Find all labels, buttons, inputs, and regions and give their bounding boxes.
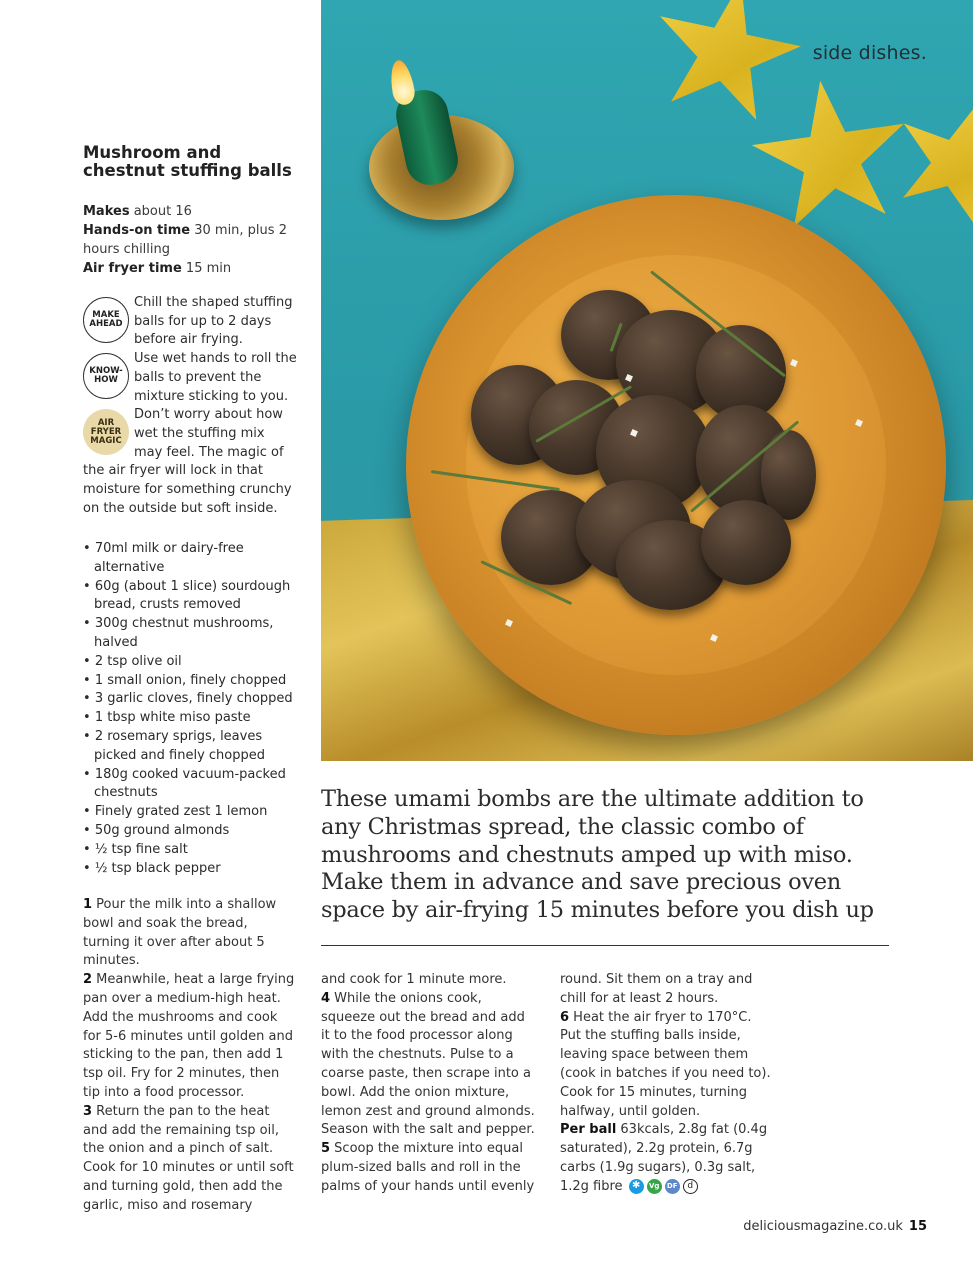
air-fryer-label: Air fryer time (83, 261, 182, 276)
air-fryer-magic-badge: AIR FRYER MAGIC (83, 409, 129, 455)
tip-make-ahead (83, 294, 297, 350)
intro-text: These umami bombs are the ultimate addition to any Christmas spread, the classic combo of mushrooms and chestnuts amped up with miso. Make them in advance and save precious oven space by air-frying 15 minutes before you dish up (321, 786, 874, 924)
tip-text: Chill the shaped stuffing balls for up to 2 days before air frying. (134, 295, 293, 348)
step-number: 5 (321, 1141, 331, 1157)
nutrition-label: Per ball (560, 1122, 617, 1138)
method-column-1 (83, 896, 297, 1216)
step-text: Scoop the mixture into equal plum-sized balls and roll in the palms of your hands until evenly (321, 1141, 535, 1194)
hands-on-line (83, 221, 297, 259)
gold-star-decoration (638, 0, 815, 139)
ingredients-list (83, 540, 297, 878)
method-column-3 (560, 971, 774, 1197)
ingredient-item: • 1 small onion, finely chopped (83, 672, 297, 691)
ingredient-item: • 2 rosemary sprigs, leaves picked and finely chopped (83, 728, 297, 766)
step-text: Pour the milk into a shallow bowl and soak the bread, turning it over after about 5 minutes. (83, 897, 277, 969)
step-number: 1 (83, 897, 93, 912)
ingredient-item: • 3 garlic cloves, finely chopped (83, 690, 297, 709)
section-label: side dishes. (812, 42, 927, 64)
stuffing-ball (701, 500, 791, 585)
step-text: Heat the air fryer to 170°C. Put the stuffing balls inside, leaving space between them (cook in batches if you need to). Cook for 15 minutes, turning halfway, until golden. (560, 1009, 771, 1119)
step-text: and cook for 1 minute more. (321, 972, 507, 987)
ingredient-item: • 70ml milk or dairy-free alternative (83, 540, 297, 578)
page-number: 15 (908, 1219, 927, 1234)
site-url[interactable]: deliciousmagazine.co.uk (743, 1219, 903, 1234)
step-text: round. Sit them on a tray and chill for at least 2 hours. (560, 972, 753, 1006)
tip-air-fryer-magic (83, 406, 297, 518)
d-icon: d (683, 1179, 698, 1194)
make-ahead-badge: MAKE AHEAD (83, 297, 129, 343)
tip-text: Don’t worry about how wet the stuffing mix may feel. The magic of the air fryer will lock in that moisture for something crunchy on the outside but soft inside. (83, 407, 292, 516)
ingredient-item: • ½ tsp fine salt (83, 841, 297, 860)
recipe-title: Mushroom and chestnut stuffing balls (83, 143, 292, 180)
gold-star-decoration (874, 82, 973, 244)
ingredient-item: • 2 tsp olive oil (83, 653, 297, 672)
freeze-icon: ✱ (629, 1179, 644, 1194)
makes-label: Makes (83, 204, 130, 219)
nutrition-text: 63kcals, 2.8g fat (0.4g saturated), 2.2g protein, 6.7g carbs (1.9g sugars), 0.3g salt, 1.2g fibre (560, 1122, 768, 1194)
ingredient-item: • 180g cooked vacuum-packed chestnuts (83, 766, 297, 804)
ingredient-item: • Finely grated zest 1 lemon (83, 803, 297, 822)
step-number: 2 (83, 972, 93, 988)
air-fryer-line (83, 259, 297, 278)
makes-line (83, 202, 297, 221)
tips-block (83, 294, 297, 518)
hands-on-label: Hands-on time (83, 223, 191, 238)
step-text: Meanwhile, heat a large frying pan over a medium-high heat. Add the mushrooms and cook for 5-6 minutes until golden and sticking to the pan, then add 1 tsp oil. Fry for 2 minutes, then tip into a food processor. (83, 972, 295, 1100)
recipe-meta (83, 202, 297, 278)
method-column-2 (321, 971, 537, 1197)
step-number: 3 (83, 1103, 93, 1119)
hero-photo (321, 0, 973, 761)
tip-text: Use wet hands to roll the balls to prevent the mixture sticking to you. (134, 351, 297, 404)
ingredient-item: • 60g (about 1 slice) sourdough bread, crusts removed (83, 578, 297, 616)
makes-value: about 16 (129, 204, 192, 219)
ingredient-item: • 50g ground almonds (83, 822, 297, 841)
step-text: Return the pan to the heat and add the remaining tsp oil, the onion and a pinch of salt. Cook for 10 minutes or until soft and turning gold, then add the garlic, miso and rosemary (83, 1103, 294, 1213)
dairy-free-icon: DF (665, 1179, 680, 1194)
ingredient-item: • ½ tsp black pepper (83, 860, 297, 879)
air-fryer-value: 15 min (181, 261, 232, 276)
vegan-icon: Vg (647, 1179, 662, 1194)
candle-flame (387, 58, 416, 106)
tip-know-how (83, 350, 297, 406)
hands-on-value: 30 min, plus 2 hours chilling (83, 223, 287, 257)
know-how-badge: KNOW-HOW (83, 353, 129, 399)
ingredient-item: • 1 tbsp white miso paste (83, 709, 297, 728)
recipe-header (83, 144, 297, 278)
step-number: 6 (560, 1009, 570, 1025)
diet-icons (629, 1179, 698, 1194)
step-text: While the onions cook, squeeze out the bread and add it to the food processor along with the chestnuts. Pulse to a coarse paste, then scrape into a bowl. Add the onion mixture, lemon zest and ground almonds. Season with the salt and pepper. (321, 990, 535, 1138)
step-number: 4 (321, 990, 331, 1006)
ingredient-item: • 300g chestnut mushrooms, halved (83, 615, 297, 653)
divider (321, 945, 889, 946)
page-footer (743, 1219, 927, 1234)
